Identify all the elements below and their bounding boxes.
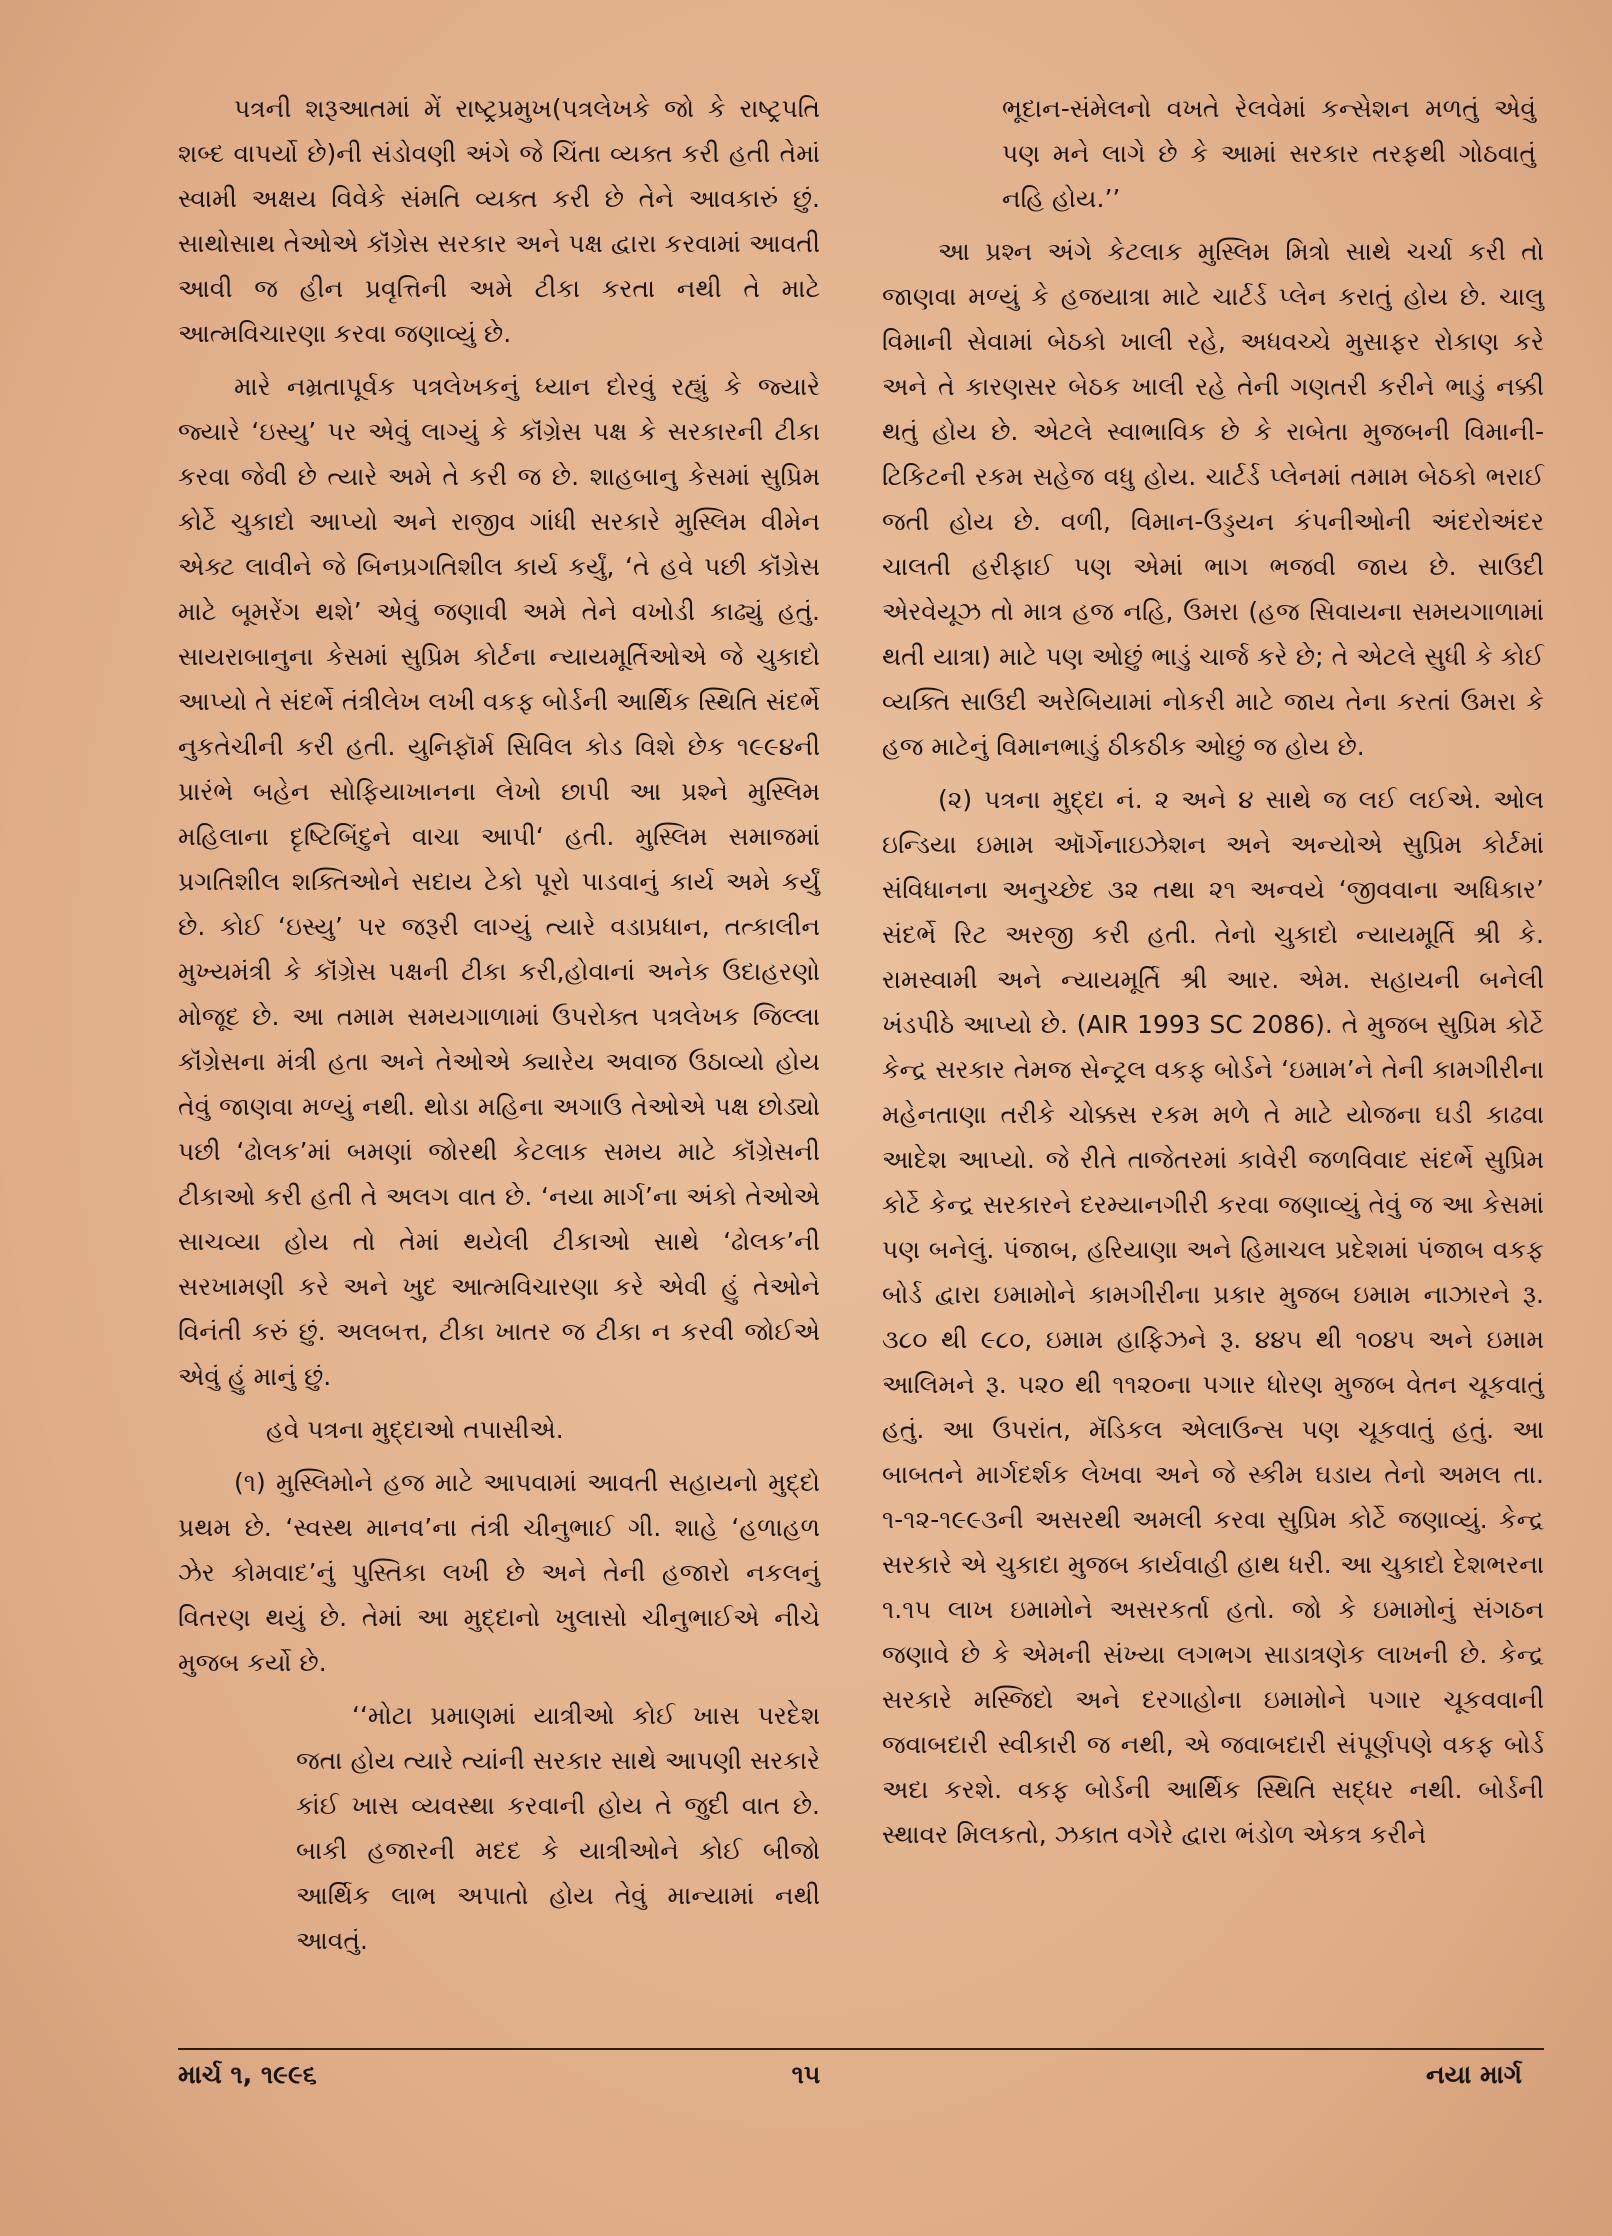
paragraph: આ પ્રશ્ન અંગે કેટલાક મુસ્લિમ મિત્રો સાથે ચર્ચા કરી તો જાણવા મળ્યું કે હજયાત્રા માટે ચાર્ટર્ડ પ્લેન કરાતું હોય છે. ચાલુ વિમાની સેવામાં બેઠકો ખાલી રહે, અધવચ્ચે મુસાફર રોકાણ કરે અને તે કારણસર બેઠક ખાલી રહે તેની ગણતરી કરીને ભાડું નક્કી થતું હોય છે. એટલે સ્વાભાવિક છે કે રાબેતા મુજબની વિમાની-ટિકિટની રકમ સહેજ વધુ હોય. ચાર્ટર્ડ પ્લેનમાં તમામ બેઠકો ભરાઈ જતી હોય છે. વળી, વિમાન-ઉડ્ડયન કંપનીઓની અંદરોઅંદર ચાલતી હરીફાઈ પણ એમાં ભાગ ભજવી જાય છે. સાઉદી એરવેયૂઝ તો માત્ર હજ નહિ, ઉમરા (હજ સિવાયના સમયગાળામાં થતી યાત્રા) માટે પણ ઓછું ભાડું ચાર્જ કરે છે; તે એટલે સુધી કે કોઈ વ્યક્તિ સાઉદી અરેબિયામાં નોકરી માટે જાય તેના કરતાં ઉમરા કે હજ માટેનું વિમાનભાડું ઠીકઠીક ઓછું જ હોય છે. <box>882 237 1544 761</box>
publication-name: નયા માર્ગ <box>1426 2060 1522 2089</box>
paragraph: મારે નમ્રતાપૂર્વક પત્રલેખકનું ધ્યાન દોરવું રહ્યું કે જ્યારે જ્યારે ‘ઇસ્યુ’ પર એવું લાગ્યું કે કૉંગ્રેસ પક્ષ કે સરકારની ટીકા કરવા જેવી છે ત્યારે અમે તે કરી જ છે. શાહબાનુ કેસમાં સુપ્રિમ કોર્ટે ચુકાદો આપ્યો અને રાજીવ ગાંધી સરકારે મુસ્લિમ વીમેન એક્ટ લાવીને જે બિનપ્રગતિશીલ કાર્ય કર્યું, ‘તે હવે પછી કૉંગ્રેસ માટે બૂમરેંગ થશે’ એવું જણાવી અમે તેને વખોડી કાઢ્યું હતું. સાયરાબાનુના કેસમાં સુપ્રિમ કોર્ટના ન્યાયમૂર્તિઓએ જે ચુકાદો આપ્યો તે સંદર્ભે તંત્રીલેખ લખી વકફ બોર્ડની આર્થિક સ્થિતિ સંદર્ભે નુકતેચીની કરી હતી. યુનિફૉર્મ સિવિલ કોડ વિશે છેક ૧૯૯૪ની પ્રારંભે બહેન સોફિયાખાનના લેખો છાપી આ પ્રશ્ને મુસ્લિમ મહિલાના દૃષ્ટિબિંદુને વાચા આપી‘ હતી. મુસ્લિમ સમાજમાં પ્રગતિશીલ શક્તિઓને સદાય ટેકો પૂરો પાડવાનું કાર્ય અમે કર્યું છે. કોઈ ‘ઇસ્યુ’ પર જરૂરી લાગ્યું ત્યારે વડાપ્રધાન, તત્કાલીન મુખ્યમંત્રી કે કૉંગ્રેસ પક્ષની ટીકા કરી,હોવાનાં અનેક ઉદાહરણો મોજૂદ છે. આ તમામ સમયગાળામાં ઉપરોક્ત પત્રલેખક જિલ્લા કૉંગ્રેસના મંત્રી હતા અને તેઓએ ક્યારેય અવાજ ઉઠાવ્યો હોય તેવું જાણવા મળ્યું નથી. થોડા મહિના અગાઉ તેઓએ પક્ષ છોડ્યો પછી ‘ઢોલક’માં બમણાં જોરથી કેટલાક સમય માટે કૉંગ્રેસની ટીકાઓ કરી હતી તે અલગ વાત છે. ‘નયા માર્ગ’ના અંકો તેઓએ સાચવ્યા હોય તો તેમાં થયેલી ટીકાઓ સાથે ‘ઢોલક’ની સરખામણી કરે અને ખુદ આત્મવિચારણા કરે એવી હું તેઓને વિનંતી કરું છું. અલબત્ત, ટીકા ખાતર જ ટીકા ન કરવી જોઈએ એવું હું માનું છું. <box>178 372 820 1391</box>
right-column <box>882 86 1544 1865</box>
footer-date: માર્ચ ૧, ૧૯૯૬ <box>178 2060 317 2089</box>
paragraph: પત્રની શરૂઆતમાં મેં રાષ્ટ્રપ્રમુખ(પત્રલેખકે જો કે રાષ્ટ્રપતિ શબ્દ વાપર્યો છે)ની સંડોવણી અંગે જે ચિંતા વ્યક્ત કરી હતી તેમાં સ્વામી અક્ષય વિવેકે સંમતિ વ્યક્ત કરી છે તેને આવકારું છું. સાથોસાથ તેઓએ કૉંગ્રેસ સરકાર અને પક્ષ દ્વારા કરવામાં આવતી આવી જ હીન પ્રવૃત્તિની અમે ટીકા કરતા નથી તે માટે આત્મવિચારણા કરવા જણાવ્યું છે. <box>178 94 820 348</box>
paragraph: (૨) પત્રના મુદ્દા નં. ૨ અને ૪ સાથે જ લઈ લઈએ. ઓલ ઇન્ડિયા ઇમામ ઑર્ગેનાઇઝેશન અને અન્યોએ સુપ્રિમ કોર્ટમાં સંવિધાનના અનુચ્છેદ ૩૨ તથા ૨૧ અન્વયે ‘જીવવાના અધિકાર’ સંદર્ભે રિટ અરજી કરી હતી. તેનો ચુકાદો ન્યાયમૂર્તિ શ્રી કે. રામસ્વામી અને ન્યાયમૂર્તિ શ્રી આર. એમ. સહાયની બનેલી ખંડપીઠે આપ્યો છે. (AIR 1993 SC 2086). તે મુજબ સુપ્રિમ કોર્ટે કેન્દ્ર સરકાર તેમજ સેન્ટ્રલ વકફ બોર્ડને ‘ઇમામ’ને તેની કામગીરીના મહેનતાણા તરીકે ચોક્કસ રકમ મળે તે માટે યોજના ઘડી કાઢવા આદેશ આપ્યો. જે રીતે તાજેતરમાં કાવેરી જળવિવાદ સંદર્ભે સુપ્રિમ કોર્ટે કેન્દ્ર સરકારને દરમ્યાનગીરી કરવા જણાવ્યું તેવું જ આ કેસમાં પણ બનેલું. પંજાબ, હરિયાણા અને હિમાચલ પ્રદેશમાં પંજાબ વકફ બોર્ડ દ્વારા ઇમામોને કામગીરીના પ્રકાર મુજબ ઇમામ નાઝારને રૂ. ૩૮૦ થી ૯૮૦, ઇમામ હાફિઝને રૂ. ૪૪૫ થી ૧૦૪૫ અને ઇમામ આલિમને રૂ. ૫૨૦ થી ૧૧૨૦ના પગાર ધોરણ મુજબ વેતન ચૂકવાતું હતું. આ ઉપરાંત, મૅડિકલ એલાઉન્સ પણ ચૂકવાતું હતું. આ બાબતને માર્ગદર્શક લેખવા અને જે સ્કીમ ઘડાય તેનો અમલ તા. ૧-૧૨-૧૯૯૩ની અસરથી અમલી કરવા સુપ્રિમ કોર્ટે જણાવ્યું. કેન્દ્ર સરકારે એ ચુકાદા મુજબ કાર્યવાહી હાથ ધરી. આ ચુકાદો દેશભરના ૧.૧૫ લાખ ઇમામોને અસરકર્તા હતો. જો કે ઇમામોનું સંગઠન જણાવે છે કે એમની સંખ્યા લગભગ સાડાત્રણેક લાખની છે. કેન્દ્ર સરકારે મસ્જિદો અને દરગાહોના ઇમામોને પગાર ચૂકવવાની જવાબદારી સ્વીકારી જ નથી, એ જવાબદારી સંપૂર્ણપણે વકફ બોર્ડ અદા કરશે. વકફ બોર્ડની આર્થિક સ્થિતિ સદ્ધર નથી. બોર્ડની સ્થાવર મિલકતો, ઝકાત વગેરે દ્વારા ભંડોળ એકત્ર કરીને <box>882 785 1544 1849</box>
block-quote-continued: ભૂદાન-સંમેલનો વખતે રેલવેમાં કન્સેશન મળતું એવું પણ મને લાગે છે કે આમાં સરકાર તરફથી ગોઠવાતું નહિ હોય.’’ <box>1002 94 1536 213</box>
left-column <box>178 86 820 1971</box>
paragraph: (૧) મુસ્લિમોને હજ માટે આપવામાં આવતી સહાયનો મુદ્દો પ્રથમ છે. ‘સ્વસ્થ માનવ’ના તંત્રી ચીનુભાઈ ગી. શાહે ‘હળાહળ ઝેર કોમવાદ’નું પુસ્તિકા લખી છે અને તેની હજારો નકલનું વિતરણ થયું છે. તેમાં આ મુદ્દાનો ખુલાસો ચીનુભાઈએ નીચે મુજબ કર્યો છે. <box>178 1468 820 1677</box>
paragraph: હવે પત્રના મુદ્દાઓ તપાસીએ. <box>266 1415 564 1444</box>
footer-rule <box>178 2048 1544 2050</box>
page-number: ૧૫ <box>791 2060 821 2089</box>
block-quote: ‘‘મોટા પ્રમાણમાં યાત્રીઓ કોઈ ખાસ પરદેશ જતા હોય ત્યારે ત્યાંની સરકાર સાથે આપણી સરકારે કાંઈ ખાસ વ્યવસ્થા કરવાની હોય તે જુદી વાત છે. બાકી હજારની મદદ કે યાત્રીઓને કોઈ બીજો આર્થિક લાભ અપાતો હોય તેવું માન્યામાં નથી આવતું. <box>296 1701 820 1955</box>
